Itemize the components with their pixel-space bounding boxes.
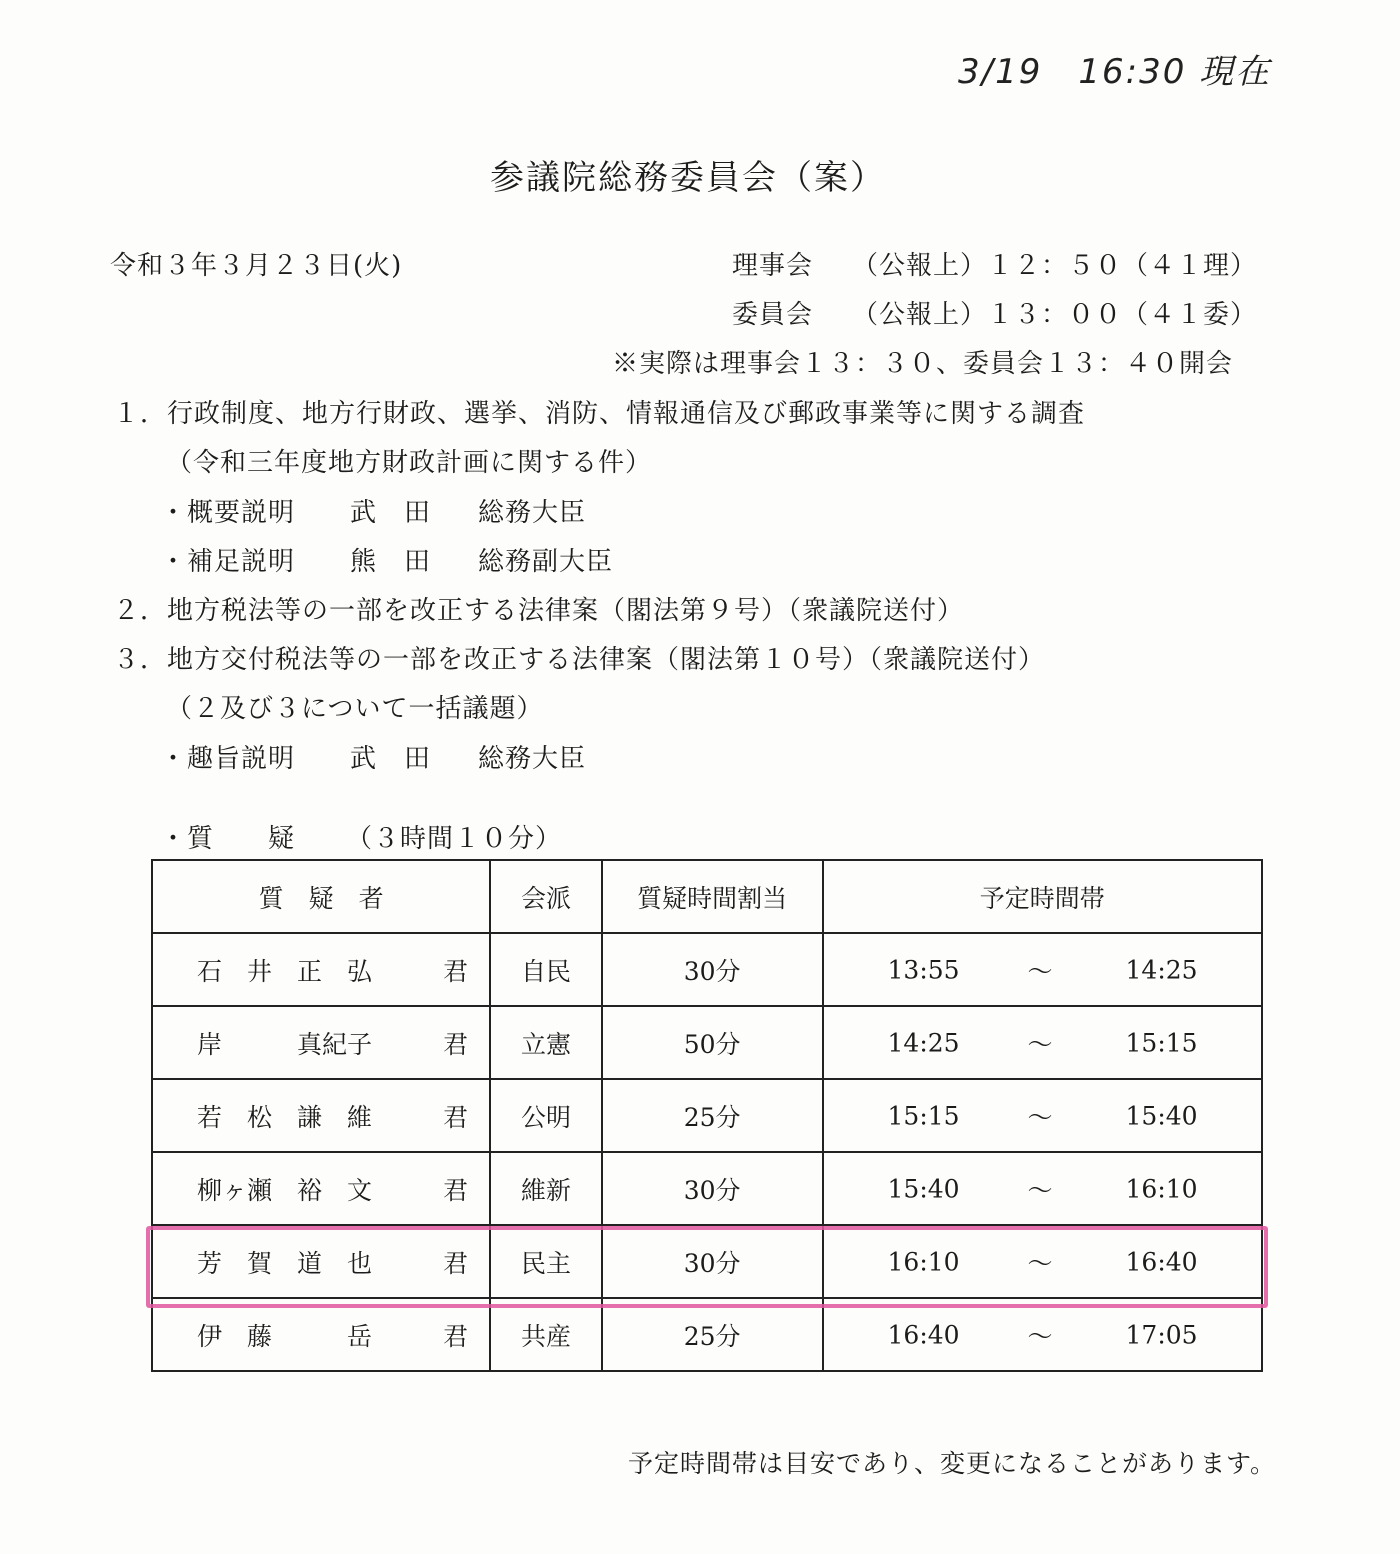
slot-tilde: ～ (1027, 1248, 1053, 1278)
table-row (152, 1152, 1262, 1225)
committee-detail: （公報上）１３：００（４１委） (852, 300, 1258, 330)
slot-start: 14:25 (887, 1028, 960, 1057)
minutes-cell: 50分 (602, 1006, 823, 1079)
table-header-row (152, 860, 1262, 933)
questioner-name: 石 井 正 弘 (197, 956, 373, 986)
agenda-item-1-bullet-1-name: 武 田 (350, 498, 432, 528)
agenda-item-1-bullet-2-name: 熊 田 (350, 547, 432, 577)
agenda-item-3-bullet-name: 武 田 (350, 744, 432, 774)
questioner-cell (152, 1006, 490, 1079)
time-slot-cell (823, 1298, 1262, 1371)
questions-total-time: （３時間１０分） (346, 824, 563, 854)
questioner-name: 岸 真紀子 (197, 1029, 373, 1059)
questioner-suffix: 君 (443, 1029, 469, 1059)
agenda-item-2: ２．地方税法等の一部を改正する法律案（閣法第９号）（衆議院送付） (113, 596, 965, 626)
slot-tilde: ～ (1027, 956, 1053, 986)
time-slot-cell (823, 933, 1262, 1006)
slot-tilde: ～ (1027, 1175, 1053, 1205)
table-row-highlighted (152, 1225, 1262, 1298)
time-slot-cell (823, 1079, 1262, 1152)
handwritten-timestamp: 3/19 16:30 現在 (958, 52, 1272, 92)
questioner-name: 伊 藤 岳 (197, 1321, 373, 1351)
actual-time-note: ※実際は理事会１３：３０、委員会１３：４０開会 (612, 349, 1234, 379)
minutes-cell: 30分 (602, 1152, 823, 1225)
header-questioner: 質 疑 者 (152, 860, 490, 933)
minutes-cell: 25分 (602, 1298, 823, 1371)
table-row (152, 1298, 1262, 1371)
slot-end: 15:40 (1125, 1101, 1198, 1130)
agenda-item-1-bullet-2-label: ・補足説明 (160, 547, 296, 577)
table-row (152, 1006, 1262, 1079)
agenda-item-3-bullet-label: ・趣旨説明 (160, 744, 296, 774)
slot-end: 16:40 (1125, 1247, 1198, 1276)
meeting-date: 令和３年３月２３日(火) (110, 251, 403, 281)
committee-label: 委員会 (732, 300, 814, 330)
footnote: 予定時間帯は目安であり、変更になることがあります。 (628, 1449, 1277, 1478)
questions-heading: ・質 疑 (160, 824, 296, 854)
board-label: 理事会 (732, 251, 814, 281)
table-row (152, 933, 1262, 1006)
time-slot-cell (823, 1006, 1262, 1079)
agenda-item-3-sub: （２及び３について一括議題） (166, 694, 544, 724)
questioner-cell (152, 1152, 490, 1225)
agenda-item-1-bullet-1-label: ・概要説明 (160, 498, 296, 528)
agenda-item-1-sub: （令和三年度地方財政計画に関する件） (166, 448, 653, 478)
slot-tilde: ～ (1027, 1102, 1053, 1132)
party-cell: 維新 (490, 1152, 601, 1225)
slot-start: 16:10 (887, 1247, 960, 1276)
slot-start: 16:40 (887, 1320, 960, 1349)
slot-start: 15:40 (887, 1174, 960, 1203)
agenda-item-1-bullet-1-role: 総務大臣 (478, 498, 587, 528)
questioner-suffix: 君 (443, 956, 469, 986)
questioner-cell (152, 1079, 490, 1152)
party-cell: 立憲 (490, 1006, 601, 1079)
table-row (152, 1079, 1262, 1152)
questioner-suffix: 君 (443, 1321, 469, 1351)
agenda-item-3: ３．地方交付税法等の一部を改正する法律案（閣法第１０号）（衆議院送付） (113, 645, 1046, 675)
questioner-cell (152, 1225, 490, 1298)
board-detail: （公報上）１２：５０（４１理） (852, 251, 1258, 281)
questioner-name: 柳ヶ瀬 裕 文 (197, 1175, 373, 1205)
party-cell: 民主 (490, 1225, 601, 1298)
questions-table (151, 859, 1263, 1372)
questioner-name: 芳 賀 道 也 (197, 1248, 373, 1278)
minutes-cell: 25分 (602, 1079, 823, 1152)
header-party: 会派 (490, 860, 601, 933)
questioner-suffix: 君 (443, 1248, 469, 1278)
time-slot-cell (823, 1152, 1262, 1225)
header-time-allocation: 質疑時間割当 (602, 860, 823, 933)
party-cell: 公明 (490, 1079, 601, 1152)
party-cell: 自民 (490, 933, 601, 1006)
slot-tilde: ～ (1027, 1029, 1053, 1059)
party-cell: 共産 (490, 1298, 601, 1371)
document-title: 参議院総務委員会（案） (490, 158, 886, 198)
slot-end: 14:25 (1125, 955, 1198, 984)
agenda-item-1-bullet-2-role: 総務副大臣 (478, 547, 614, 577)
questioner-cell (152, 1298, 490, 1371)
questioner-suffix: 君 (443, 1102, 469, 1132)
slot-end: 15:15 (1125, 1028, 1198, 1057)
slot-end: 16:10 (1125, 1174, 1198, 1203)
questioner-suffix: 君 (443, 1175, 469, 1205)
slot-start: 15:15 (887, 1101, 960, 1130)
agenda-item-3-bullet-role: 総務大臣 (478, 744, 587, 774)
minutes-cell: 30分 (602, 1225, 823, 1298)
slot-tilde: ～ (1027, 1321, 1053, 1351)
header-time-slot: 予定時間帯 (823, 860, 1262, 933)
agenda-item-1: １．行政制度、地方行財政、選挙、消防、情報通信及び郵政事業等に関する調査 (113, 399, 1086, 429)
questioner-name: 若 松 謙 維 (197, 1102, 373, 1132)
time-slot-cell (823, 1225, 1262, 1298)
minutes-cell: 30分 (602, 933, 823, 1006)
slot-end: 17:05 (1125, 1320, 1198, 1349)
slot-start: 13:55 (887, 955, 960, 984)
questioner-cell (152, 933, 490, 1006)
